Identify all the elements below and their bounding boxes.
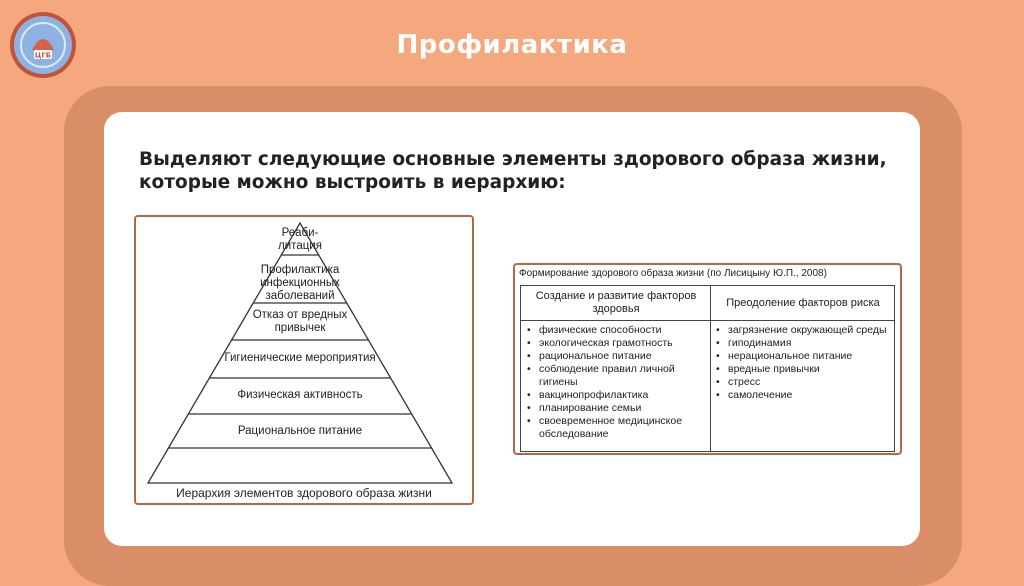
heading-line-2: которые можно выстроить в иерархию: (139, 172, 566, 193)
table-title: Формирование здорового образа жизни (по Лисицыну Ю.П., 2008) (519, 268, 827, 279)
pyramid-level (190, 227, 410, 253)
slide-title: Профилактика (396, 30, 628, 60)
pyramid-level (190, 389, 410, 402)
list-item: • физические способности (525, 324, 709, 337)
list-item: • экологическая грамотность (525, 337, 709, 350)
pyramid-level-label: Реаби- (281, 227, 319, 239)
table-column-divider (710, 286, 711, 451)
pyramid-level-label: заболеваний (265, 290, 335, 302)
pyramid-level-label: Рациональное питание (237, 425, 363, 437)
pyramid-level (190, 264, 410, 303)
health-factors-list (525, 324, 709, 441)
pyramid-level (190, 352, 410, 365)
list-item: • рациональное питание (525, 350, 709, 363)
heading-line-1: Выделяют следующие основные элементы здорового образа жизни, (139, 149, 887, 170)
list-item: • вакцинопрофилактика (525, 389, 709, 402)
list-item: • гиподинамия (714, 337, 892, 350)
pyramid-level-label: привычек (274, 322, 326, 334)
list-item: • загрязнение окружающей среды (714, 324, 892, 337)
list-item: • планирование семьи (525, 402, 709, 415)
pyramid-level-label: Гигиенические мероприятия (224, 352, 376, 364)
list-item: • нерациональное питание (714, 350, 892, 363)
pyramid-level-label: инфекционных (260, 277, 340, 289)
list-item: • вредные привычки (714, 363, 892, 376)
factors-table (520, 285, 895, 452)
list-item: • самолечение (714, 389, 892, 402)
pyramid-level-label: Физическая активность (237, 389, 363, 401)
pyramid-level (190, 425, 410, 438)
pyramid-level-label: Отказ от вредных (252, 309, 348, 321)
list-item: • соблюдение правил личной гигиены (525, 363, 709, 389)
pyramid-level-label: литация (278, 240, 322, 252)
table-header-risk-factors: Преодоление факторов риска (726, 297, 880, 309)
pyramid-level-label: Профилактика (260, 264, 340, 276)
factors-table-figure (513, 263, 902, 455)
table-header-health-factors: Создание и развитие факторов здоровья (535, 290, 697, 315)
list-item: • своевременное медицинское обследование (525, 415, 709, 441)
list-item: • стресс (714, 376, 892, 389)
logo-text: ЦГБ (34, 51, 52, 60)
pyramid-figure (134, 215, 474, 505)
risk-factors-list (714, 324, 892, 402)
pyramid-caption: Иерархия элементов здорового образа жизни (176, 486, 432, 500)
pyramid-level (190, 309, 410, 335)
table-row-divider (521, 320, 894, 321)
content-heading (139, 148, 919, 194)
